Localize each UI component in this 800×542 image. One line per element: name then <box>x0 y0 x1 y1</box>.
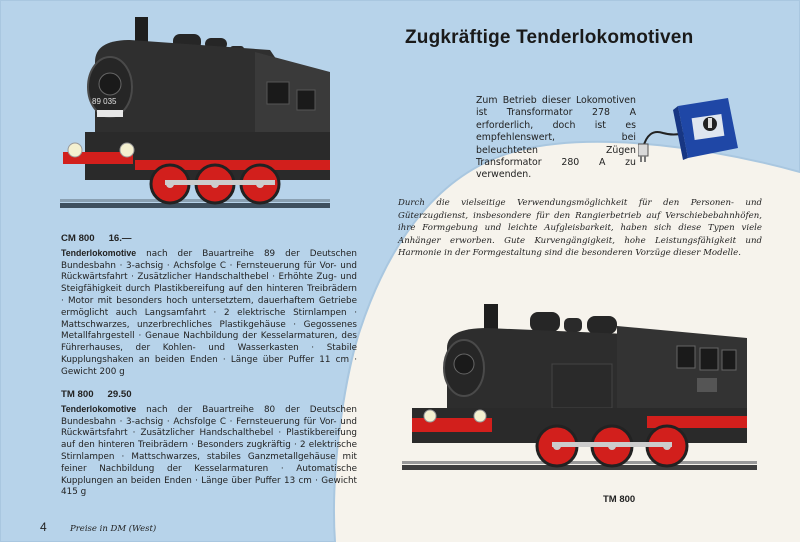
model-name: Tenderlokomotive <box>61 403 137 414</box>
cm800-number-plate <box>92 96 152 106</box>
transformer-note: Zum Betrieb dieser Lokomotiven ist Transformator 278 A erforderlich, doch ist es empfehlenswert, bei beleuchteten Zügen Transformator 280 A zu verwenden. <box>476 95 636 181</box>
cm800-locomotive-image <box>55 12 335 212</box>
intro-paragraph: Durch die vielseitige Verwendungsmöglichkeit für den Personen- und Güterzugdienst, insbesondere für den Rangierbetrieb auf Verschiebebahnhöfen, ihre Formgebung und leichte Aufgleisbarkeit, haben sich diese Typen viele Anhänger erworben. Gute Kurvengängigkeit, hohe Leistungsfähigkeit und Harmonie in der Formgestaltung sind die besonderen Vorzüge dieser Modelle. <box>398 198 762 259</box>
transformer-image <box>638 88 748 168</box>
loco-number-top: 89 035 <box>92 97 117 106</box>
footer-prices-note: Preise in DM (West) <box>70 524 157 534</box>
cm800-description <box>61 233 357 379</box>
model-price: 29.50 <box>107 389 132 400</box>
model-text: nach der Bauartreihe 80 der Deutschen Bundesbahn · 3-achsig · Achsfolge C · Fernsteuerung für Vor- und Rückwärtsfahrt · Zusätzlicher Handschalthebel · Plastikbereifung auf den hinteren Treibrädern · Besonders zugkräftig · 2 elektrische Stirnlampen · Mattschwarzes, stabiles Ganzmetallgehäuse mit feiner Nachbildung der Kesselarmaturen · Automatische Kupplungen an beiden Enden · Länge über Puffer 13 cm · Gewicht 415 g <box>61 404 357 498</box>
page-number: 4 <box>40 520 47 534</box>
model-name: Tenderlokomotive <box>61 247 137 258</box>
tm800-locomotive-image <box>402 298 762 478</box>
model-text: nach der Bauartreihe 89 der Deutschen Bundesbahn · 3-achsig · Achsfolge C · Fernsteuerung für Vor- und Rückwärtsfahrt · Zusätzlicher Handschalthebel · Erhöhte Zug- und Steigfähigkeit durch Plastikbereifung auf den hinteren Treibrädern · Motor mit besonders hoch untersetztem, dauerhaftem Getriebe ermöglicht auch Langsamfahrt · 2 elektrische Stirnlampen · Mattschwarzes, unzerbrechliches Plastikgehäuse · Gegossenes Metallfahrgestell · Genaue Nachbildung der Kesselarmaturen, des Führerhauses, der Kohlen- und Wasserkasten · Stabile Kupplungshaken an beiden Enden · Länge über Puffer 11 cm · Gewicht 200 g <box>61 248 357 377</box>
model-code: CM 800 <box>61 233 95 244</box>
tm800-description <box>61 389 357 499</box>
tm800-caption: TM 800 <box>603 494 636 505</box>
model-code: TM 800 <box>61 389 94 400</box>
model-price: 16.— <box>108 233 132 244</box>
page-title: Zugkräftige Tenderlokomotiven <box>405 27 694 48</box>
